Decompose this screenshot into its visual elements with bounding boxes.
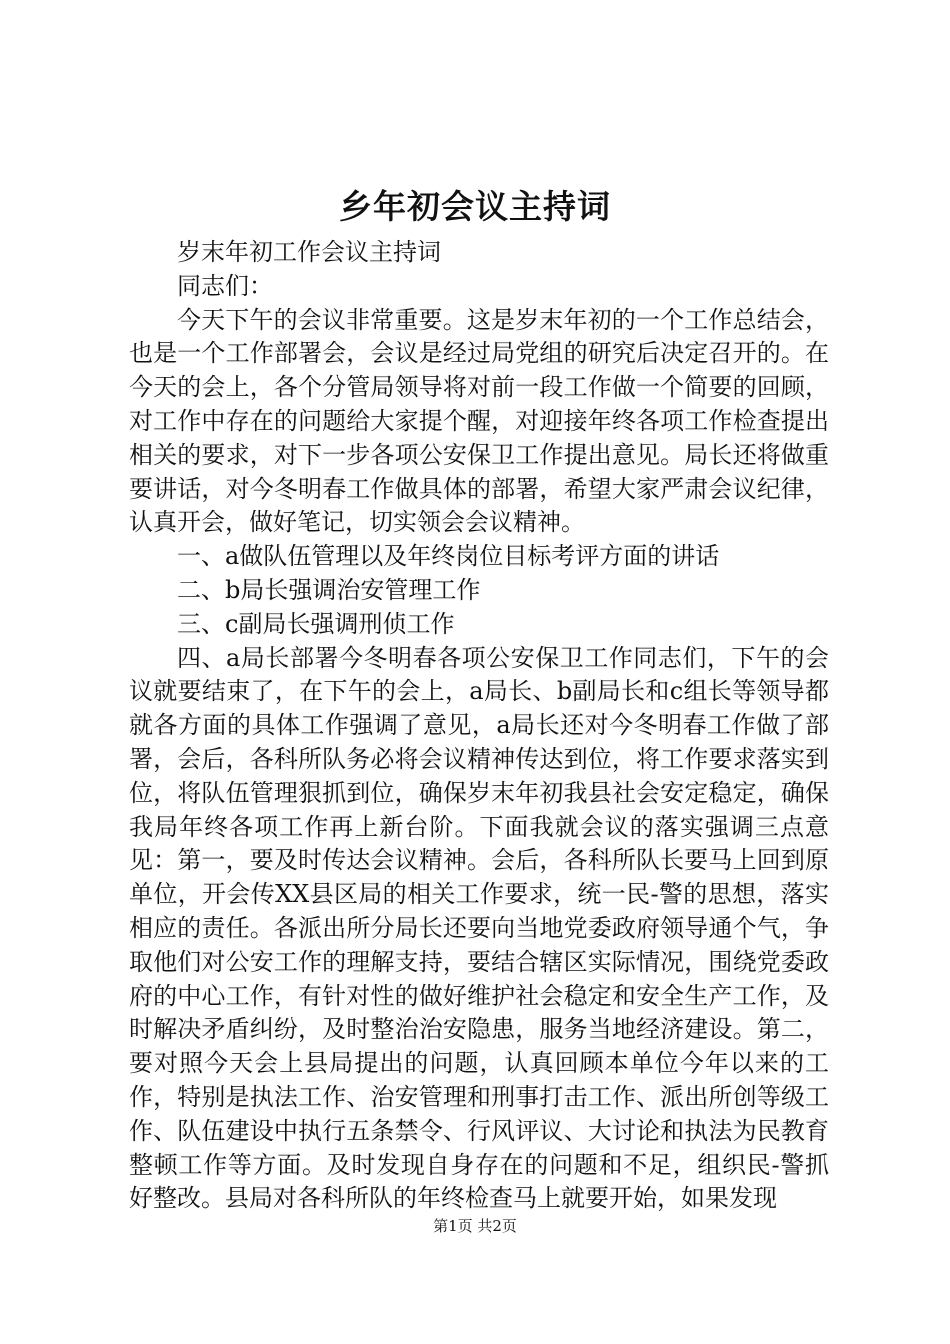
page-footer: 第1页 共2页 (433, 1217, 517, 1235)
paragraph-item-3: 三、c副局长强调刑侦工作 (177, 609, 455, 638)
paragraph-heading: 岁末年初工作会议主持词 (177, 238, 441, 266)
document-title: 乡年初会议主持词 (339, 187, 611, 226)
paragraph-intro: 今天下午的会议非常重要。这是岁末年初的一个工作总结会，也是一个工作部署会，会议是经过局党组的研究后决定召开的。在今天的会上，各个分管局领导将对前一段工作做一个简要的回顾，对工作中存在的问题给大家提个醒，对迎接年终各项工作检查提出相关的要求，对下一步各项公安保卫工作提出意见。局长还将做重要讲话，对今冬明春工作做具体的部署，希望大家严肃会议纪律，认真开会，做好笔记，切实领会会议精神。 (129, 305, 829, 537)
paragraph-item-2: 二、b局长强调治安管理工作 (177, 575, 481, 604)
document-body (129, 236, 829, 1216)
paragraph-item-4: 四、a局长部署今冬明春各项公安保卫工作同志们，下午的会议就要结束了，在下午的会上，a局长、b副局长和c组长等领导都就各方面的具体工作强调了意见，a局长还对今冬明春工作做了部署，会后，各科所队务必将会议精神传达到位，将工作要求落实到位，将队伍管理狠抓到位，确保岁末年初我县社会安定稳定，确保我局年终各项工作再上新台阶。下面我就会议的落实强调三点意见：第一，要及时传达会议精神。会后，各科所队长要马上回到原单位，开会传XX县区局的相关工作要求，统一民-警的思想，落实相应的责任。各派出所分局长还要向当地党委政府领导通个气，争取他们对公安工作的理解支持，要结合辖区实际情况，围绕党委政府的中心工作，有针对性的做好维护社会稳定和安全生产工作，及时解决矛盾纠纷，及时整治治安隐患，服务当地经济建设。第二，要对照今天会上县局提出的问题，认真回顾本单位今年以来的工作，特别是执法工作、治安管理和刑事打击工作、派出所创等级工作、队伍建设中执行五条禁令、行风评议、大讨论和执法为民教育整顿工作等方面。及时发现自身存在的问题和不足，组织民-警抓好整改。县局对各科所队的年终检查马上就要开始，如果发现 (129, 643, 829, 1213)
paragraph-item-1: 一、a做队伍管理以及年终岗位目标考评方面的讲话 (177, 542, 720, 571)
paragraph-salutation: 同志们： (177, 271, 273, 300)
